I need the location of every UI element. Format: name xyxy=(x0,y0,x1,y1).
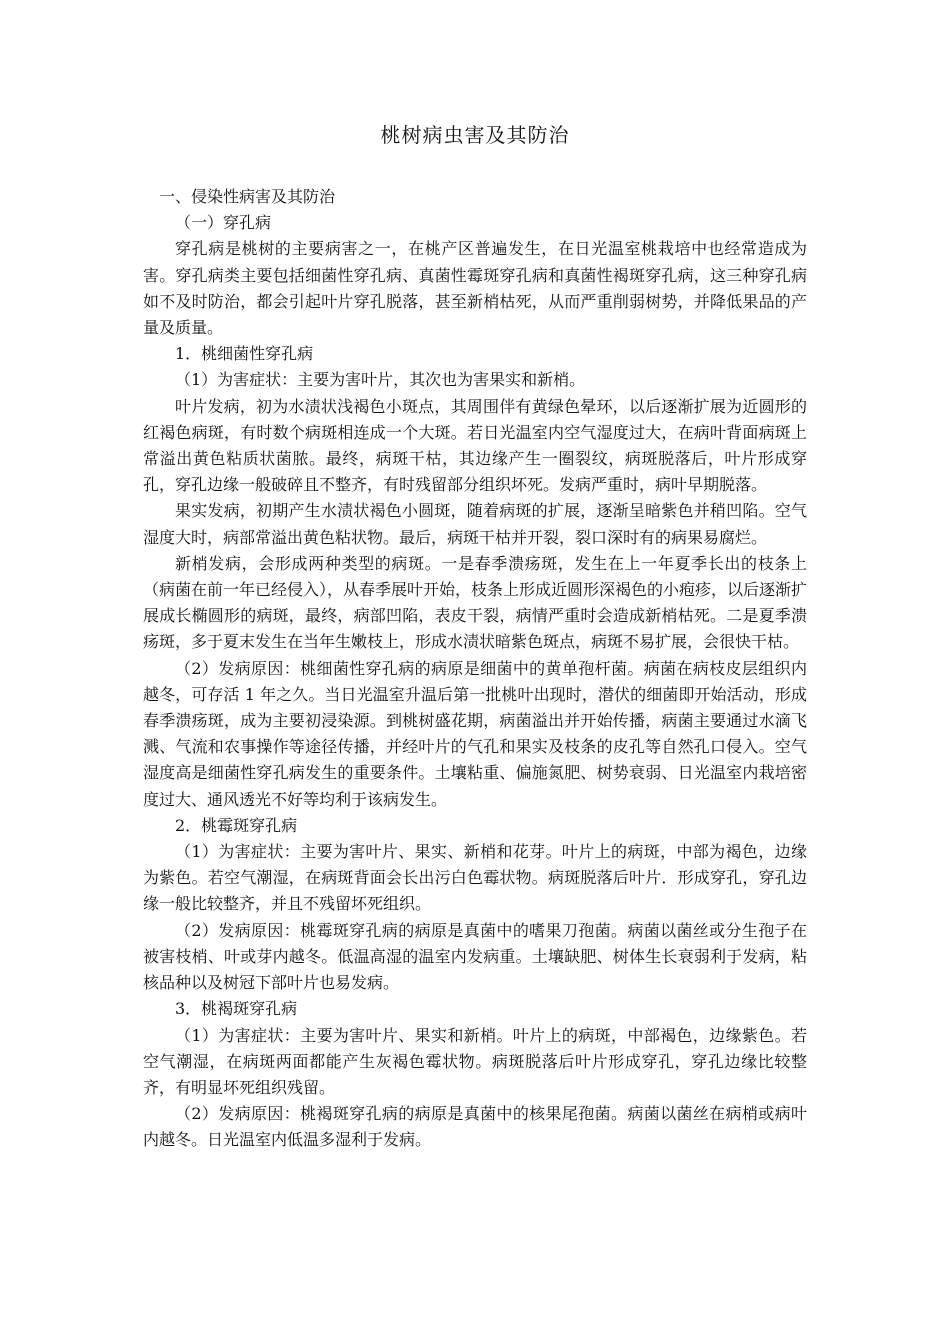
disease-heading-mold-spot: 2．桃霉斑穿孔病 xyxy=(175,815,298,835)
cause-paragraph-brown-spot: （2）发病原因：桃褐斑穿孔病的病原是真菌中的核果尾孢菌。病菌以菌丝在病梢或病叶内越冬。日光温室内低温多湿利于发病。 xyxy=(143,1104,807,1150)
section-heading: 一、侵染性病害及其防治 xyxy=(159,187,336,206)
cause-paragraph-bacterial: （2）发病原因：桃细菌性穿孔病的病原是细菌中的黄单孢杆菌。病菌在病枝皮层组织内越冬，可存活 1 年之久。当日光温室升温后第一批桃叶出现时，潜伏的细菌即开始活动，形成春季溃疡斑，成为主要初浸染源。到桃树盛花期，病菌溢出并开始传播，病菌主要通过水滴飞溅、气流和农事操作等途径传播，并经叶片的气孔和果实及枝条的皮孔等自然孔口侵入。空气湿度高是细菌性穿孔病发生的重要条件。土壤粘重、偏施氮肥、树势衰弱、日光温室内栽培密度过大、通风透光不好等均利于该病发生。 xyxy=(143,658,807,809)
symptom-paragraph-bacterial: （1）为害症状：主要为害叶片，其次也为害果实和新梢。 xyxy=(175,370,586,390)
disease-heading-brown-spot: 3．桃褐斑穿孔病 xyxy=(175,999,298,1019)
symptom-paragraph-brown-spot: （1）为害症状：主要为害叶片、果实和新梢。叶片上的病斑，中部褐色，边缘紫色。若空气潮湿，在病斑两面都能产生灰褐色霉状物。病斑脱落后叶片形成穿孔，穿孔边缘比较整齐，有明显坏死组织残留。 xyxy=(143,1025,807,1097)
fruit-symptom-paragraph: 果实发病，初期产生水渍状褐色小圆斑，随着病斑的扩展，逐渐呈暗紫色并稍凹陷。空气湿度大时，病部常溢出黄色粘状物。最后，病斑干枯并开裂，裂口深时有的病果易腐烂。 xyxy=(143,501,807,547)
document-title: 桃树病虫害及其防治 xyxy=(380,123,570,147)
document-body xyxy=(143,184,807,1154)
leaf-symptom-paragraph: 叶片发病，初为水渍状浅褐色小斑点，其周围伴有黄绿色晕环，以后逐渐扩展为近圆形的红褐色病斑，有时数个病斑相连成一个大斑。若日光温室内空气湿度过大，在病叶背面病斑上常溢出黄色粘质状菌脓。最终，病斑干枯，其边缘产生一圈裂纹，病斑脱落后，叶片形成穿孔，穿孔边缘一般破碎且不整齐，有时残留部分组织坏死。发病严重时，病叶早期脱落。 xyxy=(143,396,807,495)
shoot-symptom-paragraph: 新梢发病，会形成两种类型的病斑。一是春季溃疡斑，发生在上一年夏季长出的枝条上（病菌在前一年已经侵入），从春季展叶开始，枝条上形成近圆形深褐色的小疱疹，以后逐渐扩展成长椭圆形的病斑，最终，病部凹陷，表皮干裂，病情严重时会造成新梢枯死。二是夏季溃疡斑，多于夏末发生在当年生嫩枝上，形成水渍状暗紫色斑点，病斑不易扩展，会很快干枯。 xyxy=(143,553,808,652)
disease-heading-bacterial: 1．桃细菌性穿孔病 xyxy=(175,344,314,364)
symptom-paragraph-mold-spot: （1）为害症状：主要为害叶片、果实、新梢和花芽。叶片上的病斑，中部为褐色，边缘为紫色。若空气潮湿，在病斑背面会长出污白色霉状物。病斑脱落后叶片．形成穿孔，穿孔边缘一般比较整齐，并且不残留坏死组织。 xyxy=(143,842,807,914)
cause-paragraph-mold-spot: （2）发病原因：桃霉斑穿孔病的病原是真菌中的嗜果刀孢菌。病菌以菌丝或分生孢子在被害枝梢、叶或芽内越冬。低温高湿的温室内发病重。土壤缺肥、树体生长衰弱利于发病，粘核品种以及树冠下部叶片也易发病。 xyxy=(143,920,807,993)
intro-paragraph: 穿孔病是桃树的主要病害之一，在桃产区普遍发生，在日光温室桃栽培中也经常造成为害。穿孔病类主要包括细菌性穿孔病、真菌性霉斑穿孔病和真菌性褐斑穿孔病，这三种穿孔病如不及时防治，都会引起叶片穿孔脱落，甚至新梢枯死，从而严重削弱树势，并降低果品的产量及质量。 xyxy=(143,239,807,338)
subsection-heading: （一）穿孔病 xyxy=(175,213,272,233)
